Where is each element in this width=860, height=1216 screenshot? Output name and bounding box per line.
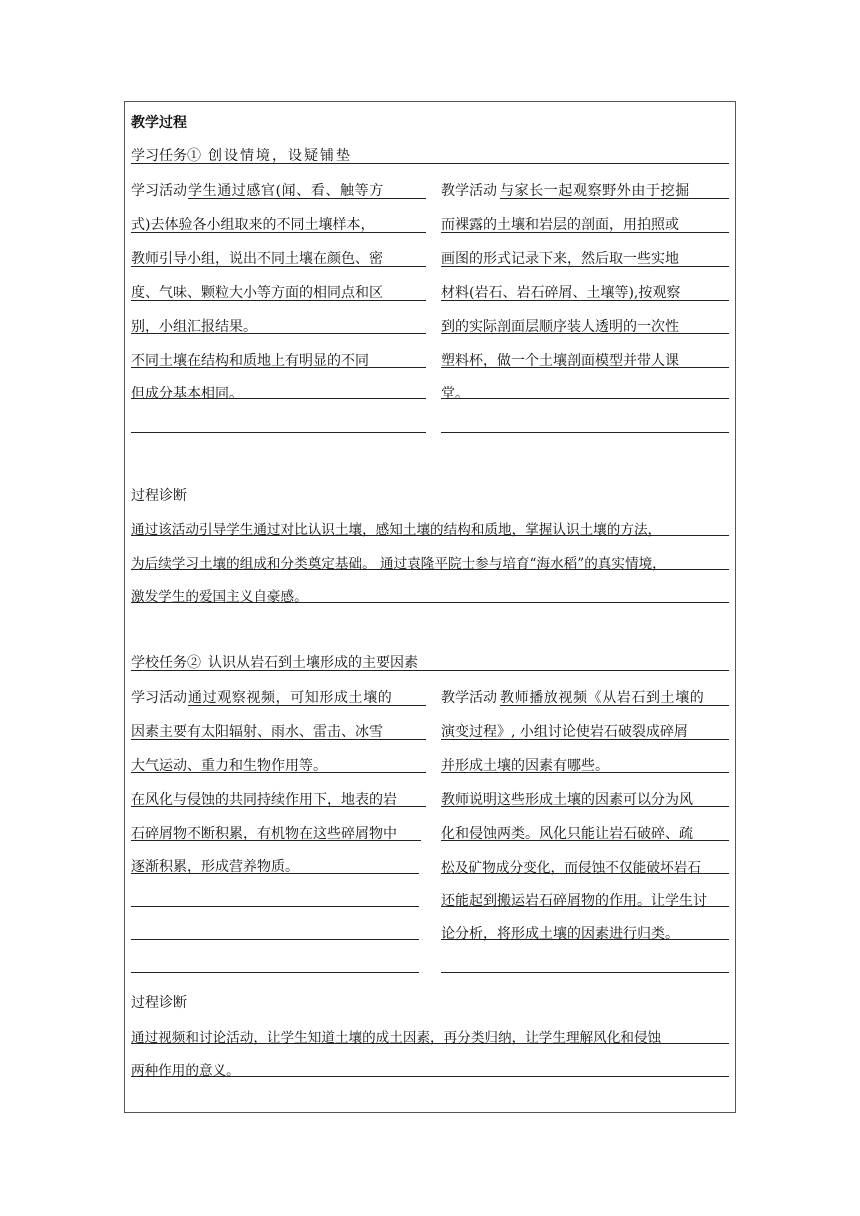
rule: [441, 972, 729, 973]
rule: [441, 333, 729, 334]
task1-label: 学习任务①: [131, 148, 201, 164]
rule: [131, 840, 421, 841]
rule: [441, 772, 729, 773]
task1-study-line: 教师引导小组，说出不同土壤在颜色、密: [131, 251, 383, 267]
task2-teach-line: 教师播放视频《从岩石到土壤的: [500, 690, 705, 706]
task2-diag-line: 两种作用的意义。: [131, 1063, 240, 1079]
task2-study-line: 通过观察视频，可知形成土壤的: [188, 690, 393, 706]
rule: [188, 705, 426, 706]
task1-diag-label: 过程诊断: [131, 488, 187, 504]
rule: [441, 232, 729, 233]
task1-study-label: 学习活动: [131, 183, 187, 199]
rule: [441, 806, 729, 807]
task2-teach-line: 化和侵蚀两类。风化只能让岩石破碎、疏: [441, 826, 693, 842]
task1-teach-label: 教学活动: [441, 183, 497, 199]
task2-label: 学校任务②: [131, 655, 201, 671]
rule: [131, 972, 419, 973]
task1-study-line: 学生通过感官(闻、看、触等方: [188, 183, 384, 199]
task2-study-line: 逐渐积累，形成营养物质。: [131, 859, 299, 875]
task2-study-line: 在风化与侵蚀的共同持续作用下，地表的岩: [131, 792, 397, 808]
task1-teach-line: 堂。: [441, 386, 469, 402]
rule: [131, 300, 426, 301]
rule: [131, 772, 426, 773]
rule: [131, 602, 729, 603]
task2-teach-line: 还能起到搬运岩石碎屑物的作用。让学生讨: [441, 893, 707, 909]
rule: [131, 1043, 729, 1044]
task2-study-line: 因素主要有太阳辐射、雨水、雷击、冰雪: [131, 724, 383, 740]
task1-diag-line: 为后续学习土壤的组成和分类奠定基础。 通过袁隆平院士参与培育“海水稻”的真实情境，: [131, 556, 666, 572]
task2-teach-line: 教师说明这些形成土壤的因素可以分为风: [441, 792, 693, 808]
task2-study-label: 学习活动: [131, 690, 187, 706]
rule: [441, 300, 729, 301]
rule: [441, 939, 729, 940]
rule: [500, 198, 729, 199]
task2-teach-line: 演变过程》, 小组讨论使岩石破裂成碎屑: [441, 724, 688, 740]
rule: [441, 398, 729, 399]
task1-study-line: 不同土壤在结构和质地上有明显的不同: [131, 353, 369, 369]
task2-teach-line: 论分析，将形成土壤的因素进行归类。: [441, 926, 679, 942]
task2-study-line: 大气运动、重力和生物作用等。: [131, 758, 327, 774]
task1-teach-line: 到的实际剖面层顺序装人透明的一次性: [441, 319, 679, 335]
task1-teach-line: 塑料杯，做一个土壤剖面模型并带人课: [441, 353, 679, 369]
rule: [131, 739, 426, 740]
rule: [441, 840, 729, 841]
task1-teach-line: 而裸露的土壤和岩层的剖面，用拍照或: [441, 217, 679, 233]
rule: [131, 333, 426, 334]
rule: [131, 569, 729, 570]
rule: [131, 367, 426, 368]
task1-title-underline: [131, 163, 729, 164]
rule: [131, 873, 419, 874]
rule: [441, 873, 729, 874]
rule: [131, 939, 419, 940]
rule: [188, 198, 426, 199]
task2-title: 认识从岩石到土壤形成的主要因素: [208, 655, 418, 671]
rule: [441, 432, 729, 433]
task1-title: 创设情境，设疑铺垫: [208, 148, 352, 164]
rule: [441, 906, 729, 907]
task1-study-line: 但成分基本相同。: [131, 386, 243, 402]
task2-teach-line: 松及矿物成分变化，而侵蚀不仅能破坏岩石: [441, 860, 702, 876]
rule: [131, 1076, 729, 1077]
task2-study-line: 石碎屑物不断积累，有机物在这些碎屑物中: [131, 826, 397, 842]
rule: [131, 806, 426, 807]
task2-diag-label: 过程诊断: [131, 995, 187, 1011]
task2-teach-line: 并形成土壤的因素有哪些。: [441, 758, 609, 774]
rule: [441, 266, 729, 267]
task2-title-underline: [131, 670, 729, 671]
rule: [131, 535, 729, 536]
rule: [131, 398, 426, 399]
task1-diag-line: 通过该活动引导学生通过对比认识土壤，感知土壤的结构和质地，掌握认识土壤的方法，: [131, 522, 662, 538]
task1-teach-line: 与家长一起观察野外由于挖掘: [500, 183, 690, 199]
task1-diag-line: 激发学生的爱国主义自豪感。: [131, 589, 308, 605]
rule: [500, 705, 729, 706]
task2-diag-line: 通过视频和讨论活动，让学生知道土壤的成土因素，再分类归纳，让学生理解风化和侵蚀: [131, 1030, 662, 1046]
rule: [441, 367, 729, 368]
task1-teach-line: 材料(岩石、岩石碎屑、土壤等),按观察: [441, 285, 681, 301]
rule: [131, 906, 419, 907]
task1-study-line: 别，小组汇报结果。: [131, 319, 257, 335]
section-title: 教学过程: [131, 115, 187, 131]
rule: [131, 266, 426, 267]
rule: [131, 432, 426, 433]
task1-study-line: 式)去体验各小组取来的不同土壤样本，: [131, 217, 375, 233]
rule: [441, 739, 729, 740]
rule: [131, 232, 426, 233]
task1-teach-line: 画图的形式记录下来，然后取一些实地: [441, 251, 679, 267]
task1-study-line: 度、气味、颗粒大小等方面的相同点和区: [131, 285, 383, 301]
task2-teach-label: 教学活动: [441, 690, 497, 706]
